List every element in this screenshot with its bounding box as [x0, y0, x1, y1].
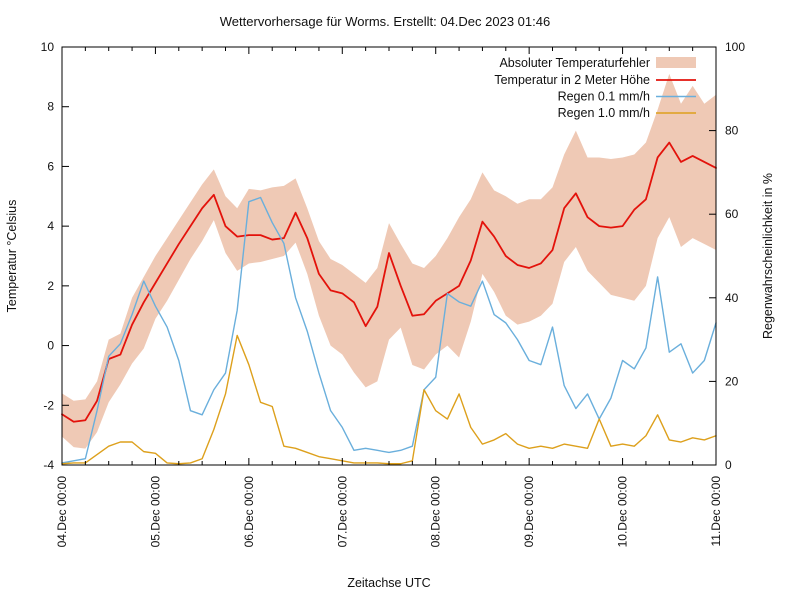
chart-title: Wettervorhersage für Worms. Erstellt: 04.Dec 2023 01:46	[219, 14, 551, 29]
y-left-tick-label: 8	[47, 99, 54, 114]
y-right-tick-label: 60	[725, 207, 739, 222]
legend-label-rain01: Regen 0.1 mm/h	[557, 89, 650, 104]
y-left-tick-label: 0	[47, 338, 54, 353]
y-left-tick-label: -4	[43, 458, 54, 472]
legend-label-rain10: Regen 1.0 mm/h	[557, 106, 650, 120]
left-axis-title: Temperatur °Celsius	[5, 199, 19, 313]
y-left-tick-label: 4	[47, 219, 54, 234]
y-right-tick-label: 80	[725, 123, 739, 138]
y-left-tick-label: 2	[47, 278, 54, 293]
x-tick-label: 09.Dec 00:00	[522, 476, 537, 548]
right-axis-title: Regenwahrscheinlichkeit in %	[761, 172, 775, 340]
y-right-tick-label: 0	[725, 458, 732, 472]
y-right-tick-label: 20	[725, 374, 739, 389]
x-tick-label: 10.Dec 00:00	[615, 476, 630, 548]
x-tick-label: 06.Dec 00:00	[241, 476, 256, 548]
y-right-tick-label: 100	[725, 40, 746, 54]
legend-label-temperature: Temperatur in 2 Meter Höhe	[494, 73, 650, 87]
y-left-tick-label: 6	[47, 159, 54, 174]
x-tick-label: 04.Dec 00:00	[55, 476, 69, 548]
x-tick-label: 05.Dec 00:00	[148, 476, 163, 548]
y-left-tick-label: 10	[40, 40, 54, 54]
error-band-swatch	[656, 57, 696, 68]
legend-entry-error-band	[499, 56, 696, 70]
rain-10mm-line	[62, 335, 716, 463]
x-tick-label: 08.Dec 00:00	[428, 476, 443, 548]
temperature-error-band-group	[62, 74, 716, 449]
y-right-tick-label: 40	[725, 290, 739, 305]
x-axis-title: Zeitachse UTC	[347, 576, 431, 590]
x-tick-label: 11.Dec 00:00	[709, 476, 723, 547]
y-left-tick-label: -2	[43, 398, 54, 413]
temperature-error-band	[62, 74, 716, 449]
legend-label-error-band: Absoluter Temperaturfehler	[499, 56, 650, 70]
x-tick-label: 07.Dec 00:00	[335, 476, 350, 548]
